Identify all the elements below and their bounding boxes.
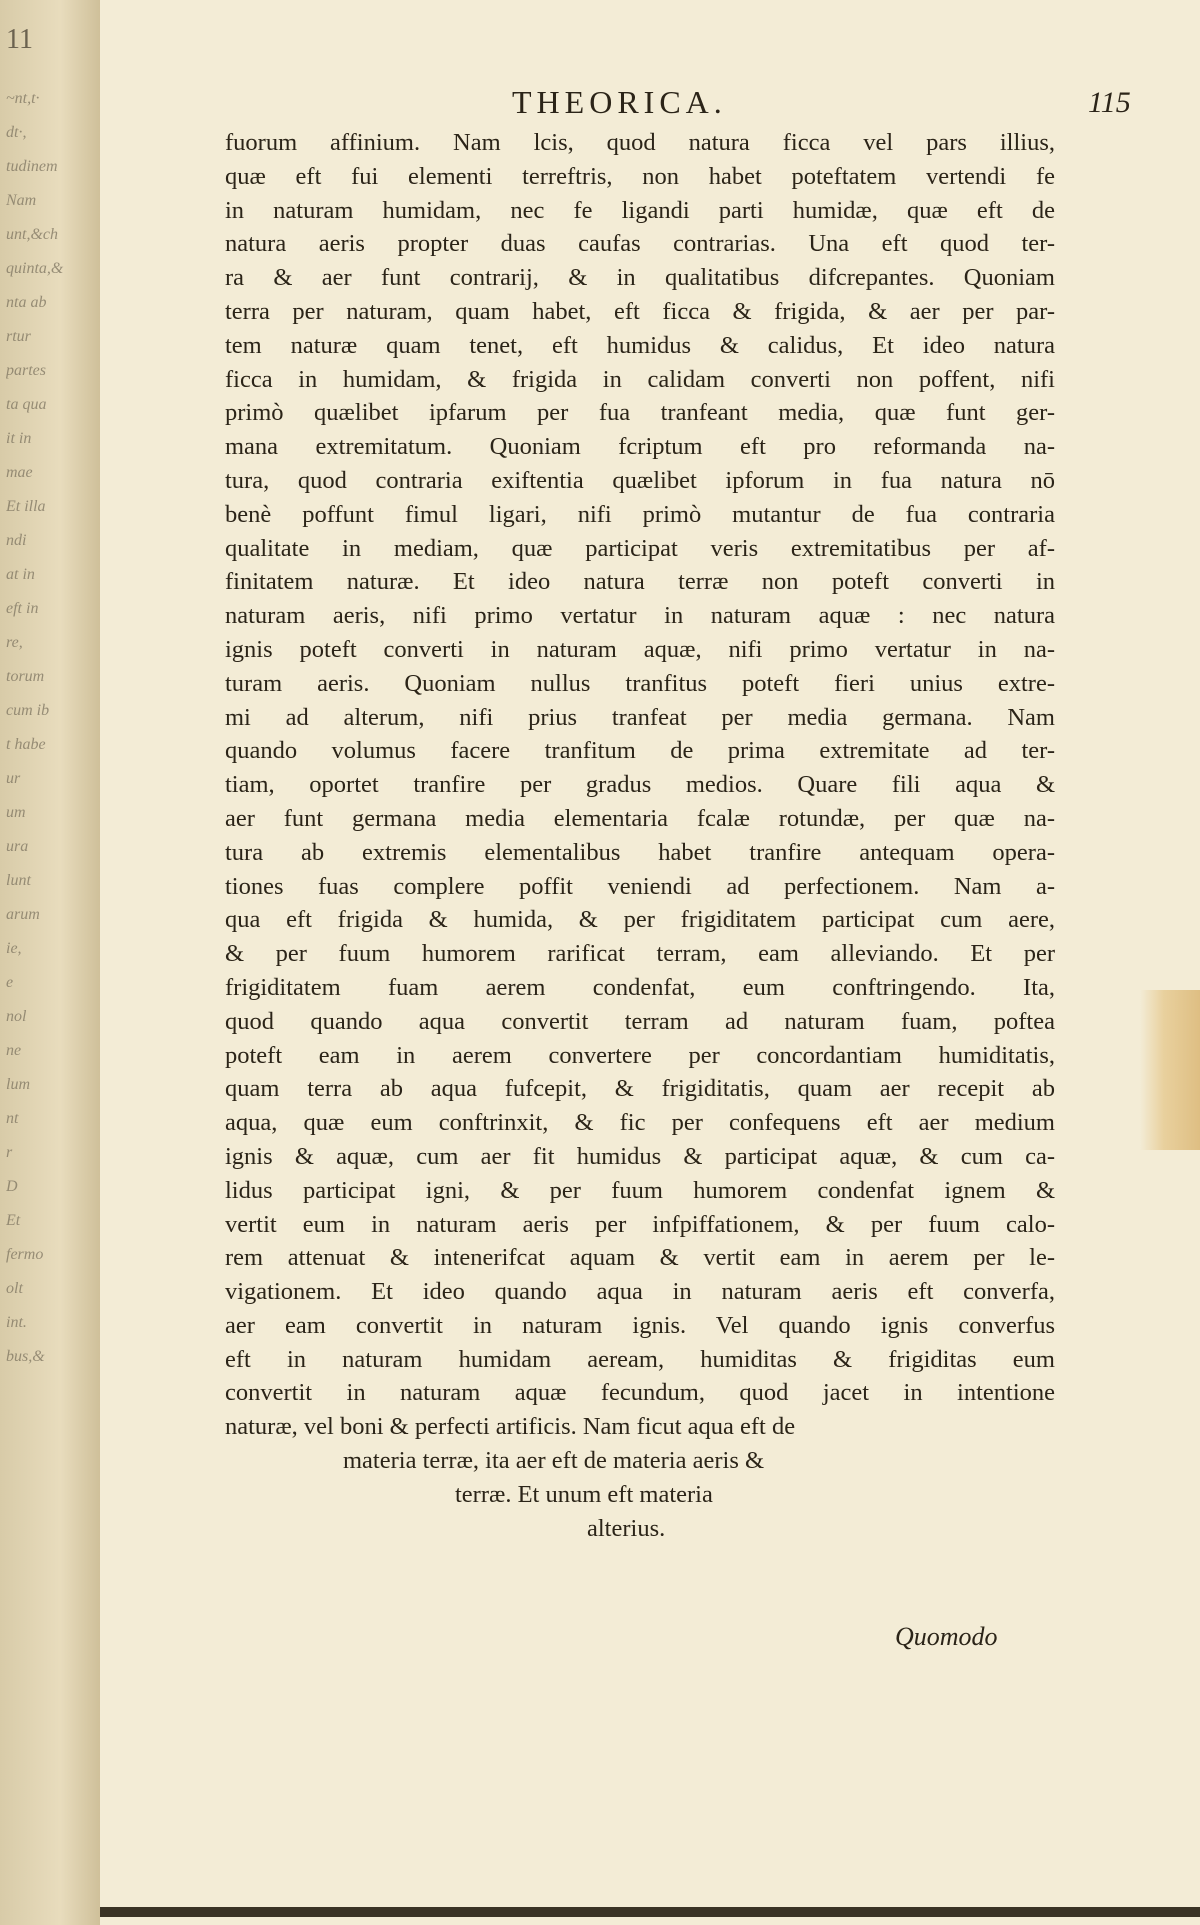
facing-page-fragment: eft in — [6, 600, 39, 617]
page-number: 115 — [1088, 86, 1131, 119]
text-line: quando volumus facere tranfitum de prima extremitate ad ter- — [225, 737, 1055, 765]
text-line: tem naturæ quam tenet, eft humidus & calidus, Et ideo natura — [225, 331, 1055, 359]
facing-page-fragment: partes — [6, 362, 46, 379]
facing-page-fragment: nol — [6, 1008, 27, 1025]
facing-page-fragment: quinta,& — [6, 260, 64, 277]
facing-page-fragment: ne — [6, 1042, 22, 1059]
facing-page-fragment: arum — [6, 906, 40, 923]
facing-page-fragment: tudinem — [6, 158, 58, 175]
text-line: fuorum affinium. Nam lcis, quod natura ficca vel pars illius, — [225, 129, 1055, 156]
text-line: qualitate in mediam, quæ participat veris extremitatibus per af- — [225, 534, 1055, 562]
text-line: in naturam humidam, nec fe ligandi parti humidæ, quæ eft de — [225, 196, 1055, 224]
facing-page-fragment: it in — [6, 430, 32, 447]
text-line: aqua, quæ eum conftrinxit, & fic per confequens eft aer medium — [225, 1109, 1055, 1137]
facing-page-fragment: at in — [6, 566, 35, 583]
facing-page-fragment: ~nt,t· — [6, 90, 40, 107]
text-line: aer eam convertit in naturam ignis. Vel quando ignis converfus — [225, 1311, 1055, 1339]
facing-page-fragment: D — [6, 1178, 18, 1195]
facing-page-fragment: Et — [6, 1212, 21, 1229]
text-line: vigationem. Et ideo quando aqua in naturam aeris eft converfa, — [225, 1278, 1055, 1306]
facing-page-fragment: fermo — [6, 1246, 44, 1263]
tail-line: alterius. — [587, 1514, 666, 1542]
text-line: tura, quod contraria exiftentia quælibet ipforum in fua natura nō — [225, 466, 1055, 494]
facing-page-fragment: e — [6, 974, 14, 991]
text-line: lidus participat igni, & per fuum humorem condenfat ignem & — [225, 1176, 1055, 1204]
facing-page-fragment: mae — [6, 464, 33, 481]
paper-stain — [1140, 990, 1200, 1150]
facing-page-fragment: ta qua — [6, 396, 47, 413]
facing-page-fragment: int. — [6, 1314, 27, 1331]
text-line: ficca in humidam, & frigida in calidam converti non poffent, nifi — [225, 365, 1055, 393]
text-line: frigiditatem fuam aerem condenfat, eum conftringendo. Ita, — [225, 973, 1055, 1001]
facing-page-fragment: ur — [6, 770, 21, 787]
tail-line: naturæ, vel boni & perfecti artificis. Nam ficut aqua eft de — [225, 1413, 796, 1441]
facing-page-fragment: lum — [6, 1076, 30, 1093]
facing-page-fragment: bus,& — [6, 1348, 45, 1365]
facing-page-fragment: re, — [6, 634, 23, 651]
text-line: benè poffunt fimul ligari, nifi primò mutantur de fua contraria — [225, 500, 1055, 528]
facing-page-fragment: ie, — [6, 940, 22, 957]
facing-page-fragment: Et illa — [6, 498, 46, 515]
text-line: terra per naturam, quam habet, eft ficca & frigida, & aer per par- — [225, 297, 1055, 325]
text-line: tiam, oportet tranfire per gradus medios. Quare fili aqua & — [225, 771, 1055, 799]
book-page — [100, 0, 1200, 1925]
facing-page-fragment: rtur — [6, 328, 31, 345]
facing-page-fragment: olt — [6, 1280, 23, 1297]
text-line: quæ eft fui elementi terreftris, non habet poteftatem vertendi fe — [225, 162, 1055, 190]
facing-page-fragment: ndi — [6, 532, 27, 549]
facing-page-fragment: t habe — [6, 736, 46, 753]
facing-page-fragment: nta ab — [6, 294, 47, 311]
text-line: vertit eum in naturam aeris per infpiffationem, & per fuum calo- — [225, 1210, 1055, 1238]
binding-gutter — [0, 0, 102, 1925]
facing-page-fragment: dt·, — [6, 124, 27, 141]
catchword: Quomodo — [895, 1622, 998, 1651]
text-line: quam terra ab aqua fufcepit, & frigiditatis, quam aer recepit ab — [225, 1075, 1055, 1103]
text-line: poteft eam in aerem convertere per concordantiam humiditatis, — [225, 1041, 1055, 1069]
text-line: & per fuum humorem rarificat terram, eam alleviando. Et per — [225, 940, 1055, 968]
text-line: qua eft frigida & humida, & per frigiditatem participat cum aere, — [225, 906, 1055, 934]
text-line: naturam aeris, nifi primo vertatur in naturam aquæ : nec natura — [225, 602, 1055, 630]
text-line: primò quælibet ipfarum per fua tranfeant media, quæ funt ger- — [225, 399, 1055, 427]
page-bottom-edge — [100, 1907, 1200, 1917]
facing-page-fragment: torum — [6, 668, 45, 685]
facing-page-fragment: Nam — [6, 192, 37, 209]
facing-page-fragment: r — [6, 1144, 13, 1161]
text-line: mana extremitatum. Quoniam fcriptum eft pro reformanda na- — [225, 433, 1055, 461]
text-line: rem attenuat & intenerifcat aquam & vertit eam in aerem per le- — [225, 1244, 1055, 1272]
facing-folio: 11 — [6, 24, 33, 55]
tail-line: terræ. Et unum eft materia — [455, 1480, 713, 1508]
running-head: THEORICA. — [512, 84, 727, 120]
text-line: turam aeris. Quoniam nullus tranfitus poteft fieri unius extre- — [225, 669, 1055, 697]
text-line: aer funt germana media elementaria fcalæ rotundæ, per quæ na- — [225, 804, 1055, 832]
text-line: tiones fuas complere poffit veniendi ad perfectionem. Nam a- — [225, 872, 1055, 900]
facing-page-fragment: unt,&ch — [6, 226, 58, 243]
text-line: natura aeris propter duas caufas contrarias. Una eft quod ter- — [225, 230, 1055, 258]
body-text — [225, 126, 1055, 1545]
tail-line: materia terræ, ita aer eft de materia aeris & — [343, 1447, 765, 1475]
text-line: tura ab extremis elementalibus habet tranfire antequam opera- — [225, 838, 1055, 866]
text-line: finitatem naturæ. Et ideo natura terræ non poteft converti in — [225, 568, 1055, 596]
text-line: ignis & aquæ, cum aer fit humidus & participat aquæ, & cum ca- — [225, 1142, 1055, 1170]
facing-page-fragment: nt — [6, 1110, 19, 1127]
facing-page-fragment: ura — [6, 838, 29, 855]
text-line: eft in naturam humidam aeream, humiditas & frigiditas eum — [225, 1345, 1055, 1373]
text-line: quod quando aqua convertit terram ad naturam fuam, poftea — [225, 1007, 1055, 1035]
facing-page-fragment: cum ib — [6, 702, 50, 719]
facing-page-fragment: lunt — [6, 872, 31, 889]
text-line: ignis poteft converti in naturam aquæ, nifi primo vertatur in na- — [225, 635, 1055, 663]
facing-page-fragment: um — [6, 804, 26, 821]
text-line: ra & aer funt contrarij, & in qualitatibus difcrepantes. Quoniam — [225, 264, 1055, 292]
text-line: mi ad alterum, nifi prius tranfeat per media germana. Nam — [225, 703, 1055, 731]
text-line: convertit in naturam aquæ fecundum, quod jacet in intentione — [225, 1379, 1055, 1407]
